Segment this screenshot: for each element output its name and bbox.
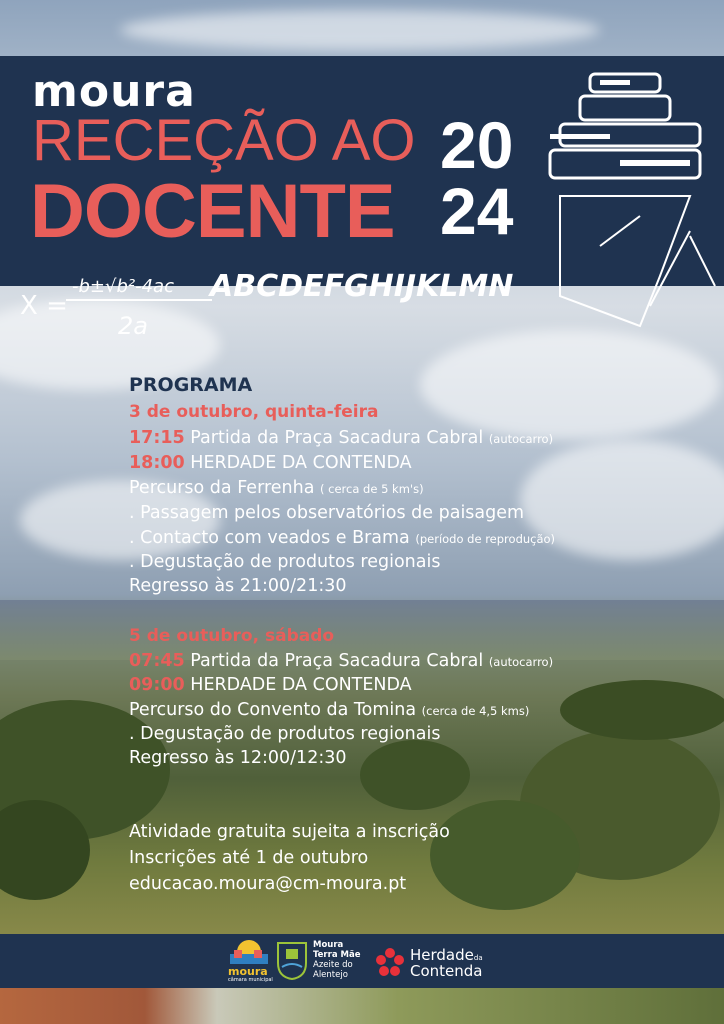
day1-date: 3 de outubro, quinta-feira	[129, 402, 379, 422]
route-note: ( cerca de 5 km's)	[320, 482, 424, 496]
moura-terra-mae-logo	[313, 940, 360, 980]
day2-item	[129, 675, 412, 695]
route-note: (cerca de 4,5 kms)	[421, 704, 530, 718]
day2-return: Regresso às 12:00/12:30	[129, 748, 347, 768]
logo3-main: Herdade	[410, 946, 474, 964]
tree	[360, 740, 470, 810]
email-link[interactable]: educacao.moura@cm-moura.pt	[129, 874, 407, 894]
tree	[560, 680, 724, 740]
moura-logo-sub: câmara municipal	[228, 977, 273, 983]
info-line: Inscrições até 1 de outubro	[129, 848, 369, 868]
day1-return: Regresso às 21:00/21:30	[129, 576, 347, 596]
tree	[430, 800, 580, 910]
moura-logo-icon	[226, 938, 272, 968]
day1-route	[129, 478, 424, 498]
day2-date: 5 de outubro, sábado	[129, 626, 335, 646]
herdade-logo-bottom: Contenda	[410, 962, 483, 980]
day2-bullet: . Degustação de produtos regionais	[129, 724, 441, 744]
item-text: HERDADE DA CONTENDA	[184, 675, 412, 695]
svg-text:X =: X =	[20, 291, 68, 321]
coat-of-arms-icon	[276, 939, 308, 981]
bullet-text: . Contacto com veados e Brama	[129, 528, 416, 548]
time: 18:00	[129, 453, 185, 473]
title-line1: RECEÇÃO AO	[32, 108, 416, 173]
logo2-line: Alentejo	[313, 970, 348, 980]
flower-logo-icon	[374, 946, 406, 978]
svg-text:-b±√b²-4ac: -b±√b²-4ac	[72, 276, 174, 297]
item-text: HERDADE DA CONTENDA	[184, 453, 412, 473]
day1-item	[129, 453, 412, 473]
time: 17:15	[129, 428, 185, 448]
logo2-line: Terra Mãe	[313, 950, 361, 960]
route-text: Percurso da Ferrenha	[129, 478, 321, 498]
logo2-line: Moura	[313, 940, 344, 950]
item-text: Partida da Praça Sacadura Cabral	[184, 651, 489, 671]
item-text: Partida da Praça Sacadura Cabral	[184, 428, 489, 448]
year-bottom: 24	[440, 174, 514, 248]
day1-bullet: . Passagem pelos observatórios de paisagem	[129, 503, 525, 523]
time: 09:00	[129, 675, 185, 695]
day1-item	[129, 428, 553, 448]
logo3-small: da	[473, 954, 483, 962]
moura-logo-name: moura	[228, 965, 268, 978]
brand-moura: moura	[32, 66, 196, 117]
svg-text:ABCDEFGHIJKLMN: ABCDEFGHIJKLMN	[210, 269, 514, 304]
info-line: Atividade gratuita sujeita a inscrição	[129, 822, 450, 842]
cloud	[120, 10, 600, 50]
bullet-note: (período de reprodução)	[415, 532, 556, 546]
title-line2: DOCENTE	[30, 169, 395, 254]
route-text: Percurso do Convento da Tomina	[129, 700, 422, 720]
day1-bullet: . Degustação de produtos regionais	[129, 552, 441, 572]
day1-bullet	[129, 528, 555, 548]
item-note: (autocarro)	[488, 655, 554, 669]
footer-bar	[0, 934, 724, 988]
day2-item	[129, 651, 553, 671]
bottom-photo-strip	[0, 988, 724, 1024]
year-top: 20	[440, 108, 514, 182]
item-note: (autocarro)	[488, 432, 554, 446]
logo2-line: Azeite do	[313, 960, 353, 970]
time: 07:45	[129, 651, 185, 671]
day2-route	[129, 700, 529, 720]
svg-text:2a: 2a	[118, 312, 148, 340]
programa-heading: PROGRAMA	[129, 374, 253, 396]
